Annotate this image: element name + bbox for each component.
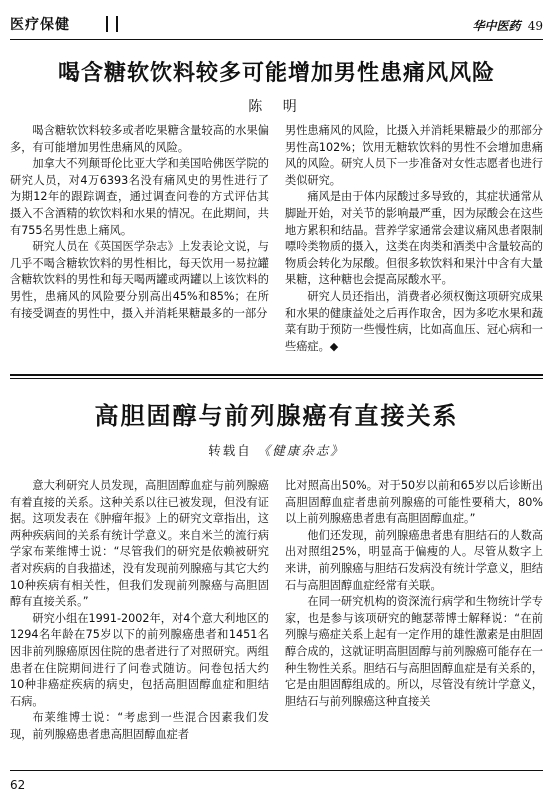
end-mark-icon: ◆ [329,339,339,353]
section-label: 医疗保健 [10,17,70,33]
article2-paragraph: 比对照高出50%。对于50岁以前和65岁以后诊断出高胆固醇血症者患前列腺癌的可能性要稍大，80%以上前列腺癌患者患有高胆固醇血症。” [285,479,543,526]
page-number: 62 [10,778,26,792]
article1-paragraph: 男性患痛风的风险，比摄入并消耗果糖最少的那部分男性高102%；饮用无糖软饮料的男性不会增加患痛风的风险。研究人员下一步准备对女性志愿者也进行类似研究。 [285,124,543,187]
article1-paragraph: 喝含糖软饮料较多或者吃果糖含量较高的水果偏多，有可能增加男性患痛风的风险。 [10,124,269,154]
magazine-masthead [473,17,543,34]
article2-paragraph: 布莱维博士说：“考虑到一些混合因素我们发现，前列腺癌患者患高胆固醇血症者 [10,711,269,741]
header-page-number: 49 [527,19,543,33]
article1-title: 喝含糖软饮料较多可能增加男性患痛风风险 [57,60,495,86]
article1-column-right [285,123,543,365]
header-rule [10,39,543,40]
magazine-name: 华中医药 [472,19,521,33]
article2-column-left [10,478,269,766]
page-header [0,0,553,40]
article1-column-left [10,123,269,365]
reprint-prefix: 转载自 [208,443,252,458]
article1-paragraph [285,289,543,355]
article2-paragraph: 在同一研究机构的资深流行病学和生物统计学专家，也是参与该项研究的鲍瑟蒂博士解释说：“在前列腺与癌症关系上起有一定作用的雄性激素是由胆固醇合成的，这就证明高胆固醇与前列腺癌可能存在一种生物性关系。胆结石与高胆固醇血症是有关系的，它是由胆固醇组成的。所以，尽管没有统计学意义，胆结石与前列腺癌这种直接关 [285,595,543,708]
article-divider-thick [10,374,543,376]
article2-paragraph: 研究小组在1991-2002年，对4个意大利地区的1294名年龄在75岁以下的前列腺癌患者和1451名因非前列腺癌原因住院的患者进行了对照研究。两组患者在住院期间进行了问卷式随访。问卷包括大约10种非癌症疾病的病史，包括高胆固醇血症和胆结石病。 [10,611,269,708]
article1-paragraph: 研究人员在《英国医学杂志》上发表论文说，与几乎不喝含糖软饮料的男性相比，每天饮用一易拉罐含糖软饮料的男性和每天喝两罐或两罐以上该饮料的男性，患痛风的风险要分别高出45%和85%；在所有接受调查的男性中，摄入并消耗果糖最多的一部分 [10,240,269,320]
article2-paragraph: 意大利研究人员发现，高胆固醇血症与前列腺癌有着直接的关系。这种关系以往已被发现，但没有证据。这项发表在《肿瘤年报》上的研究文章指出，这两种疾病间的关系有统计学意义。来自米兰的流行病学家布莱维博士说：“尽管我们的研究是依赖被研究者对疾病的自我描述，没有发现前列腺癌与其它大约10种疾病有相关性，但我们发现前列腺癌与高胆固醇有直接关系。” [10,479,269,609]
article2-column-right [285,478,543,766]
article2-paragraph: 他们还发现，前列腺癌患者患有胆结石的人数高出对照组25%，明显高于偏瘦的人。尽管从数字上来讲，前列腺癌与胆结石发病没有统计学意义，胆结石与高胆固醇血症经常有关联。 [285,528,543,592]
section-divider-bars [106,16,118,32]
article-divider-thin [10,378,543,379]
footer-rule [10,770,543,771]
article1-author: 陈 明 [248,99,305,115]
article2-title: 高胆固醇与前列腺癌有直接关系 [94,401,459,430]
article1-paragraph: 痛风是由于体内尿酸过多导致的，其症状通常从脚趾开始，对关节的影响最严重，因为尿酸会在这些地方累积和结晶。营养学家通常会建议痛风患者限制嘌呤类物质的摄入，这类在肉类和酒类中含量较高的物质会转化为尿酸。但很多软饮料和果汁中含有大量果糖，这种糖也会提高尿酸水平。 [285,190,543,287]
reprint-source: 《健康杂志》 [257,443,345,458]
article2-reprint-line [0,441,553,459]
article1-paragraph: 加拿大不列颠哥伦比亚大学和美国哈佛医学院的研究人员，对4万6393名没有痛风史的男性进行了为期12年的跟踪调查，通过调查问卷的方式评估其摄入不含酒精的软饮料和水果的情况。在此期间，共有755名男性患上痛风。 [10,157,269,237]
article1-paragraph-text: 研究人员还指出，消费者必须权衡这项研究成果和水果的健康益处之后再作取舍，因为多吃水果和蔬菜有助于预防一些慢性病，比如高血压、冠心病和一些癌症。 [285,289,543,353]
